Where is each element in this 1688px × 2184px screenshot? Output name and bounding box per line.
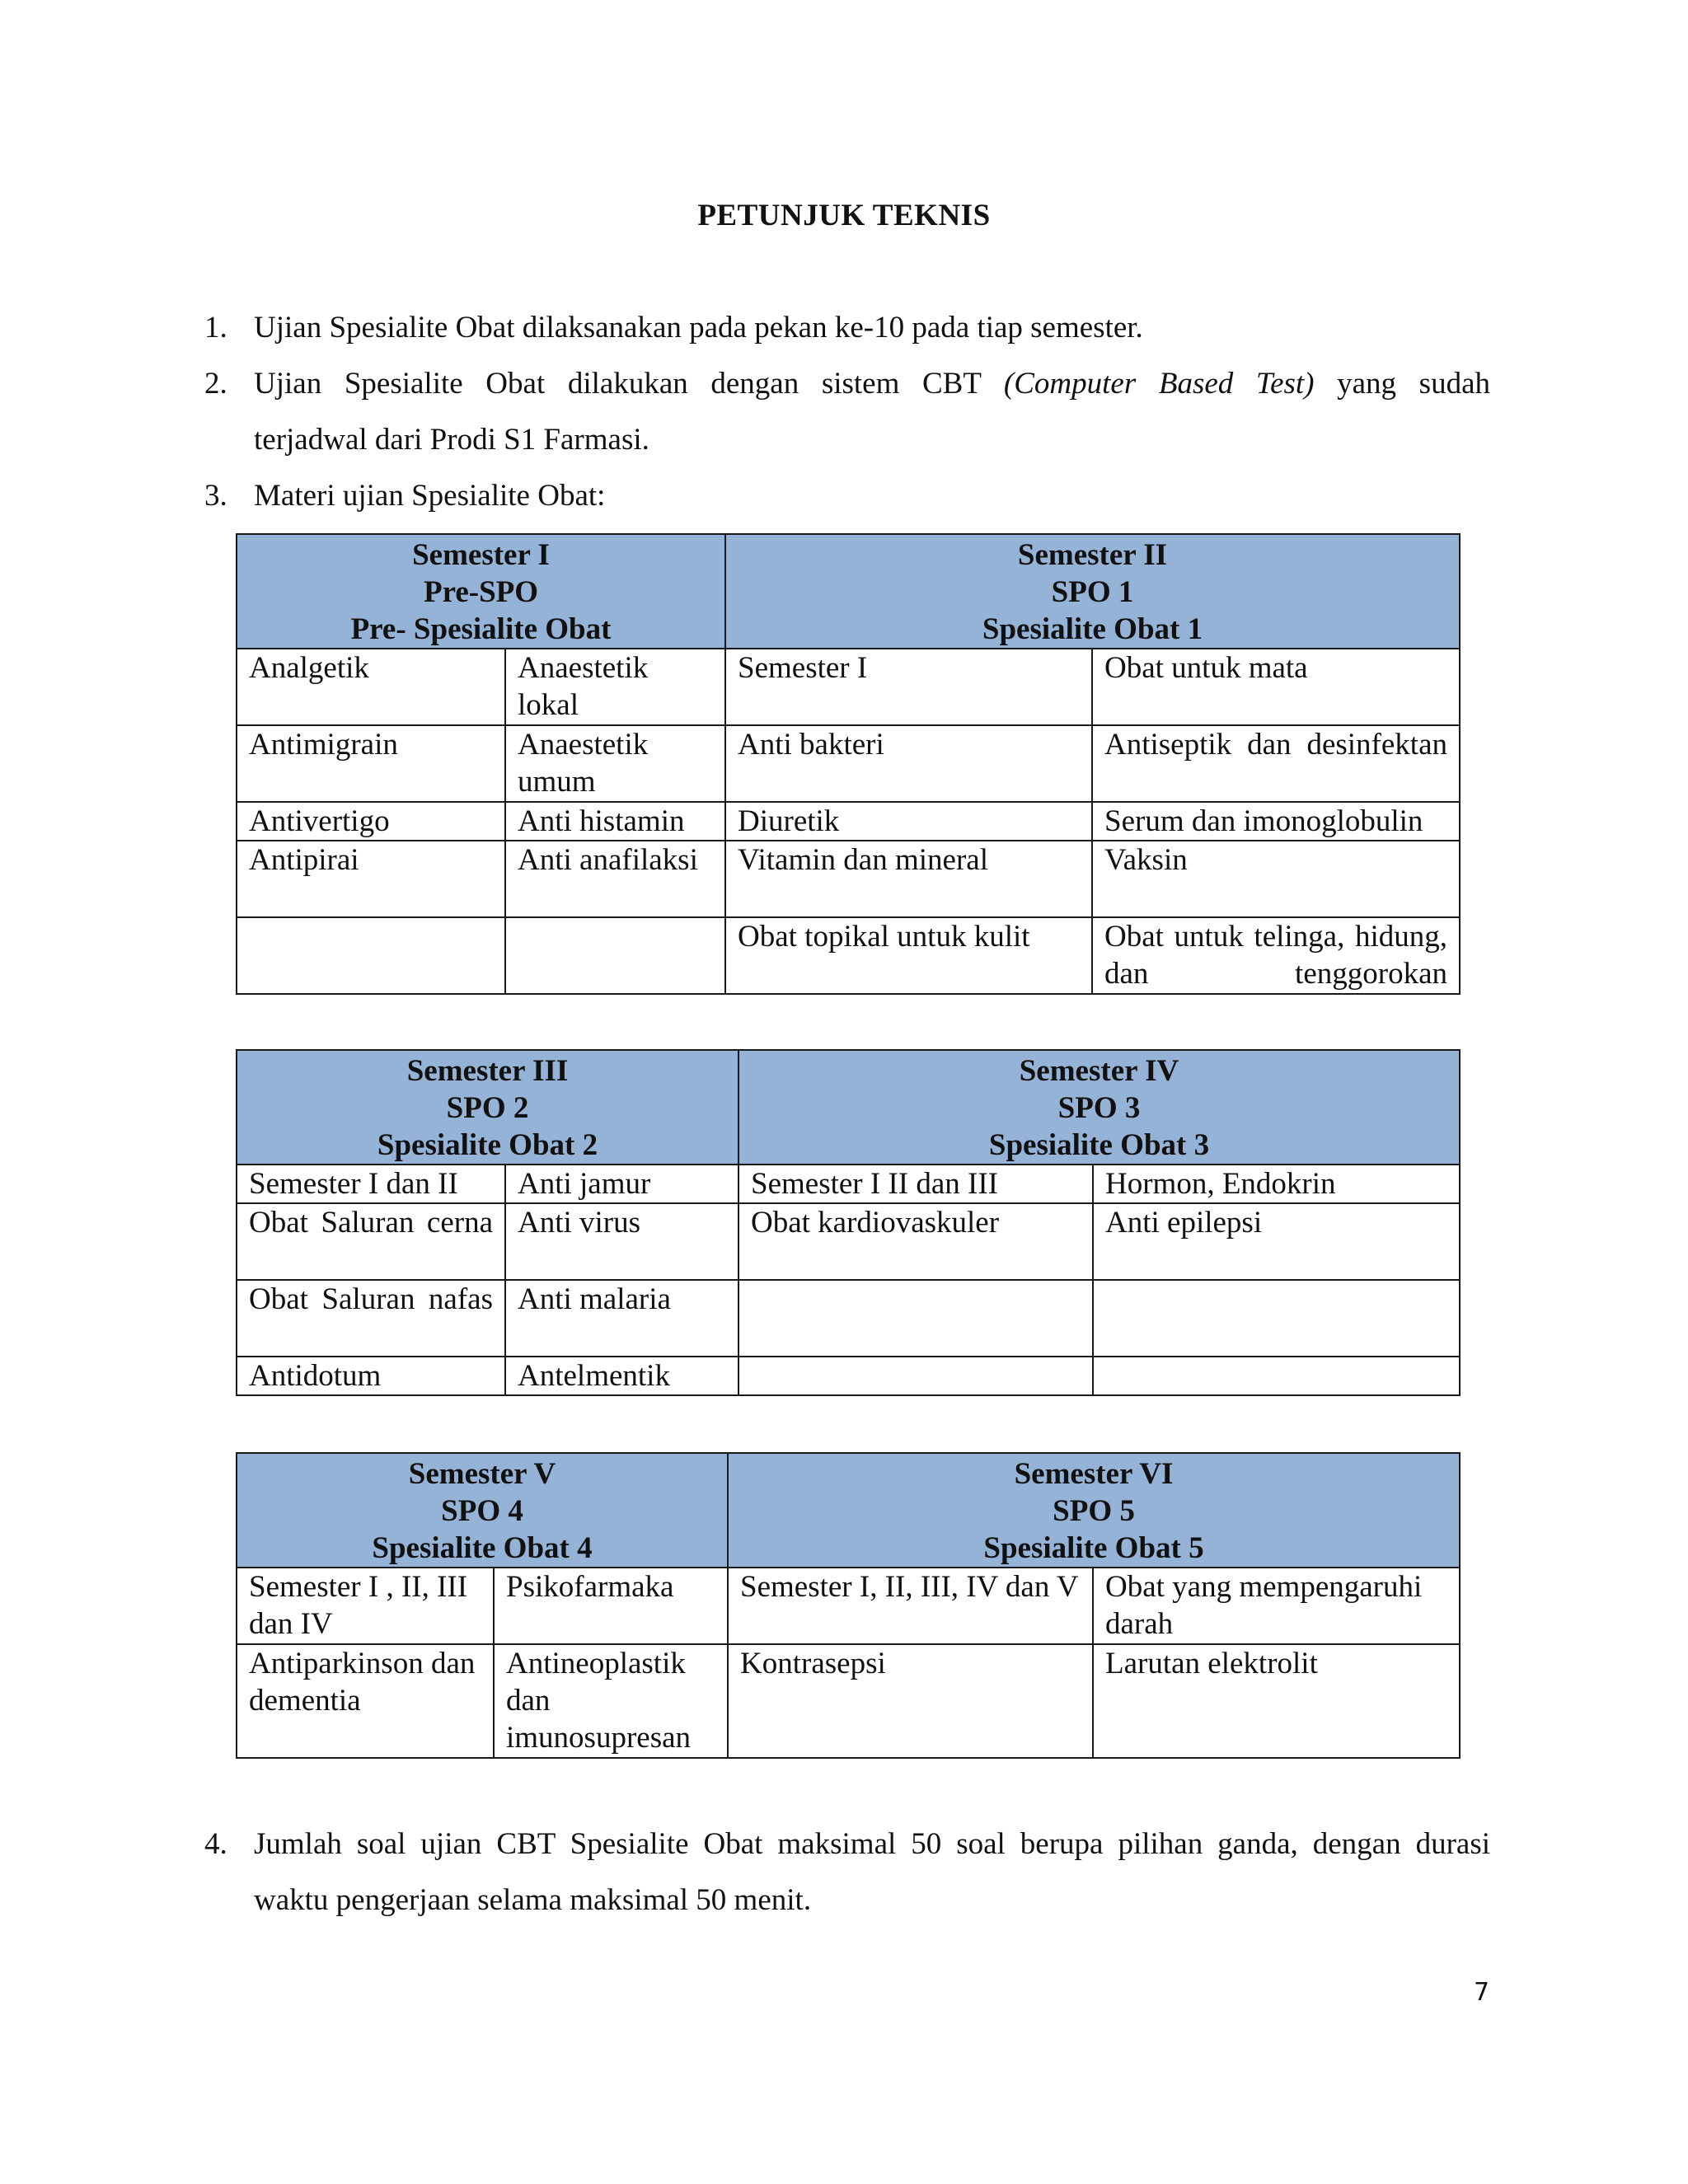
table-cell: Anti histamin [505,802,725,841]
list-text [254,1816,1490,1929]
italic-text: (Computer Based Test) [1003,367,1315,401]
table-cell: Obat kardiovaskuler [738,1203,1093,1280]
list-text-line: terjadwal dari Prodi S1 Farmasi. [254,423,649,457]
table-cell: Semester I dan II [237,1165,505,1203]
table-cell: Semester I II dan III [738,1165,1093,1203]
semester-header [738,1050,1460,1165]
table-cell [738,1280,1093,1357]
table-cell [1093,1357,1460,1395]
list-number: 1. [204,311,227,344]
table-cell: Semester I [725,649,1092,725]
table-cell: Antiparkinson dan dementia [237,1644,494,1758]
header-line: SPO 3 [1057,1091,1141,1125]
list-number: 2. [204,367,227,401]
header-line: SPO 4 [441,1494,523,1528]
table-cell [237,917,505,994]
table-cell: Antipirai [237,841,505,917]
table-cell: Anti bakteri [725,725,1092,802]
table-cell: Anti virus [505,1203,738,1280]
header-line: SPO 2 [446,1091,529,1125]
table-cell [738,1357,1093,1395]
list-text: Materi ujian Spesialite Obat: [254,479,606,513]
table-cell: Obat topikal untuk kulit [725,917,1092,994]
table-cell: Anti anafilaksi [505,841,725,917]
table-row [237,1357,1460,1395]
table-cell: Semester I , II, III dan IV [237,1568,494,1644]
text-run: Ujian Spesialite Obat dilakukan dengan sistem CBT [254,367,1004,401]
header-line: Spesialite Obat 5 [983,1531,1204,1565]
spec-table-2 [236,1049,1461,1396]
list-text [254,356,1490,468]
list-text-line: Jumlah soal ujian CBT Spesialite Obat maksimal 50 soal berupa pilihan ganda, dengan durasi [254,1827,1490,1861]
table-header-row [237,1050,1460,1165]
table-cell: Analgetik [237,649,505,725]
table-cell: Anaestetik umum [505,725,725,802]
header-line: Pre- Spesialite Obat [350,612,612,646]
semester-header [237,1453,728,1568]
spec-table-3 [236,1452,1461,1759]
page-number: 7 [1474,1978,1490,2007]
table-cell: Hormon, Endokrin [1093,1165,1460,1203]
table-cell [505,917,725,994]
table-row [237,917,1460,994]
header-line: Semester IV [1019,1054,1179,1088]
table-cell: Antineoplastik dan imunosupresan [494,1644,728,1758]
table-cell: Semester I, II, III, IV dan V [728,1568,1093,1644]
table-cell: Antiseptik dan desinfektan [1092,725,1460,802]
semester-header [728,1453,1460,1568]
table-cell: Psikofarmaka [494,1568,728,1644]
list-number: 3. [204,479,227,513]
table-row [237,1165,1460,1203]
header-line: Spesialite Obat 1 [982,612,1203,646]
table-cell [1093,1280,1460,1357]
table-cell: Obat untuk telinga, hidung, dan tenggorokan [1092,917,1460,994]
table-cell: Kontrasepsi [728,1644,1093,1758]
header-line: Spesialite Obat 3 [988,1128,1210,1162]
header-line: Semester I [412,538,550,572]
spec-table-1 [236,533,1461,995]
table-header-row [237,534,1460,649]
list-text-line [254,356,1490,412]
table-row [237,1203,1460,1280]
text-run: yang sudah [1314,367,1490,401]
table-row [237,841,1460,917]
semester-header [237,534,725,649]
table-row [237,649,1460,725]
header-line: SPO 5 [1053,1494,1135,1528]
table-cell: Anti epilepsi [1093,1203,1460,1280]
semester-header [725,534,1460,649]
header-line: Spesialite Obat 2 [377,1128,598,1162]
table-cell: Antidotum [237,1357,505,1395]
table-cell: Diuretik [725,802,1092,841]
table-row [237,1644,1460,1758]
table-cell: Antimigrain [237,725,505,802]
table-cell: Anti jamur [505,1165,738,1203]
header-line: Spesialite Obat 4 [372,1531,593,1565]
table-row [237,725,1460,802]
table-cell: Obat Saluran cerna [237,1203,505,1280]
header-line: Semester III [406,1054,569,1088]
table-row [237,802,1460,841]
table-header-row [237,1453,1460,1568]
table-cell: Vaksin [1092,841,1460,917]
semester-header [237,1050,738,1165]
table-cell: Antivertigo [237,802,505,841]
header-line: Semester II [1017,538,1168,572]
table-cell: Larutan elektrolit [1093,1644,1460,1758]
table-cell: Antelmentik [505,1357,738,1395]
table-row [237,1568,1460,1644]
header-line: Semester V [408,1457,556,1491]
header-line: Pre-SPO [423,575,539,609]
header-line: Semester VI [1014,1457,1174,1491]
table-cell: Obat yang mempengaruhi darah [1093,1568,1460,1644]
table-cell: Obat Saluran nafas [237,1280,505,1357]
header-line: SPO 1 [1051,575,1134,609]
table-row [237,1280,1460,1357]
table-cell: Anti malaria [505,1280,738,1357]
table-cell: Vitamin dan mineral [725,841,1092,917]
table-cell: Anaestetik lokal [505,649,725,725]
table-cell: Serum dan imonoglobulin [1092,802,1460,841]
page-title: PETUNJUK TEKNIS [697,199,991,232]
table-cell: Obat untuk mata [1092,649,1460,725]
list-text: Ujian Spesialite Obat dilaksanakan pada pekan ke-10 pada tiap semester. [254,311,1143,344]
list-text-line: waktu pengerjaan selama maksimal 50 menit. [254,1883,812,1917]
list-number: 4. [204,1827,227,1861]
